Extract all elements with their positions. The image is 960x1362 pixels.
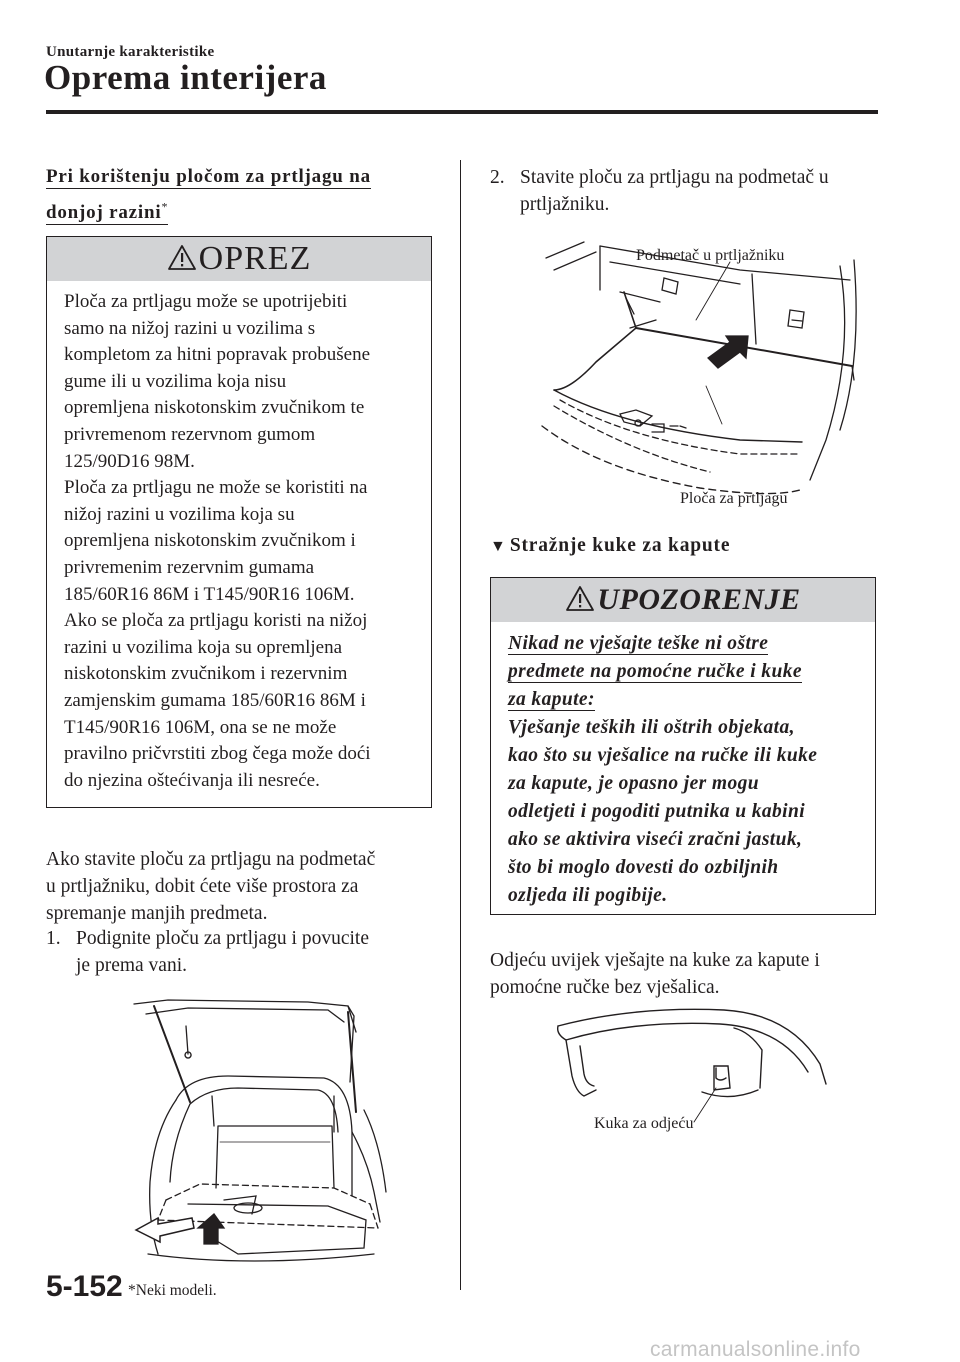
step-number: 2. xyxy=(490,167,505,188)
caution-line: Ploča za prtljagu ne može se koristiti na xyxy=(64,477,368,499)
figure-board-on-mat xyxy=(540,240,862,516)
caution-line: Ako se ploča za prtljagu koristi na nižoj xyxy=(64,610,368,632)
step-text-line: Stavite ploču za prtljagu na podmetač u xyxy=(520,167,829,188)
callout-luggage-board: Ploča za prtljagu xyxy=(680,490,788,507)
caution-line: opremljena niskotonskim zvučnikom te xyxy=(64,397,365,419)
step-2 xyxy=(490,164,890,218)
coat-hooks-heading-text: Stražnje kuke za kapute xyxy=(509,535,731,556)
warning-line: odletjeti i pogoditi putnika u kabini xyxy=(508,801,806,822)
title-rule xyxy=(46,110,878,114)
caution-line: Ploča za prtljagu može se upotrijebiti xyxy=(64,291,348,312)
caution-line: nižoj razini u vozilima koja su xyxy=(64,503,295,525)
caution-line: pravilno pričvrstiti zbog čega može doći xyxy=(64,743,371,765)
caution-box xyxy=(46,236,432,808)
caution-line: 185/60R16 86M i T145/90R16 106M. xyxy=(64,583,355,605)
caution-line: zamjenskim gumama 185/60R16 86M i xyxy=(64,689,366,711)
paragraph-line: pomoćne ručke bez vješalica. xyxy=(490,977,720,998)
warning-triangle-icon xyxy=(565,585,595,612)
warning-line: ozljeda ili pogibije. xyxy=(508,885,668,906)
caution-line: gume ili u vozilima koja nisu xyxy=(64,370,287,392)
warning-body xyxy=(508,630,870,910)
caution-line: niskotonskim zvučnikom i rezervnim xyxy=(64,663,348,685)
subheading-line-1: Pri korištenju pločom za prtljagu na xyxy=(46,166,371,187)
caution-line: privremenom rezervnom gumom xyxy=(64,423,316,445)
coat-hooks-heading xyxy=(490,535,730,557)
callout-trunk-mat: Podmetač u prtljažniku xyxy=(636,247,785,264)
warning-line: za kapute, je opasno jer mogu xyxy=(508,773,760,794)
caution-line: kompletom za hitni popravak probušene xyxy=(64,344,371,366)
paragraph-line: Ako stavite ploču za prtljagu na podmetač xyxy=(46,849,376,870)
warning-underlined-line: za kapute: xyxy=(508,689,595,710)
section-triangle-icon: ▼ xyxy=(490,538,506,555)
step-text-line: Podignite ploču za prtljagu i povucite xyxy=(76,928,369,949)
caution-line: samo na nižoj razini u vozilima s xyxy=(64,317,316,339)
step-number: 1. xyxy=(46,928,61,949)
warning-line: Vješanje teških ili oštrih objekata, xyxy=(508,717,795,738)
caution-title: OPREZ xyxy=(198,240,312,277)
column-divider xyxy=(460,160,461,1290)
callout-coat-hook: Kuka za odjeću xyxy=(594,1115,694,1132)
figure-lift-luggage-board xyxy=(128,992,390,1268)
paragraph-hang-clothes xyxy=(490,947,890,1001)
caution-header-text xyxy=(47,239,431,279)
step-1 xyxy=(46,925,446,979)
subheading-lower-level xyxy=(46,162,426,228)
warning-line: što bi moglo dovesti do ozbiljnih xyxy=(508,857,779,878)
warning-header-text xyxy=(491,580,875,620)
paragraph-line: u prtljažniku, dobit ćete više prostora za xyxy=(46,876,359,897)
warning-box xyxy=(490,577,876,915)
warning-underlined-line: Nikad ne vješajte teške ni oštre xyxy=(508,633,769,654)
warning-underlined-line: predmete na pomoćne ručke i kuke xyxy=(508,661,802,682)
caution-line: do njezina oštećivanja ili nesreće. xyxy=(64,769,320,791)
watermark: carmanualsonline.info xyxy=(650,1338,861,1361)
step-text-line: je prema vani. xyxy=(76,955,187,976)
warning-line: ako se aktivira viseći zračni jastuk, xyxy=(508,829,803,850)
subheading-line-2 xyxy=(46,202,168,225)
warning-header xyxy=(491,578,875,622)
caution-line: 125/90D16 98M. xyxy=(64,450,195,472)
section-label: Unutarnje karakteristike xyxy=(46,44,215,60)
step-text-line: prtljažniku. xyxy=(520,194,610,215)
paragraph-line: Odjeću uvijek vješajte na kuke za kapute i xyxy=(490,950,820,971)
caution-line: razini u vozilima koja su opremljena xyxy=(64,636,343,658)
caution-line: privremenim rezervnim gumama xyxy=(64,556,315,578)
caution-line: T145/90R16 106M, ona se ne može xyxy=(64,716,337,738)
page-number: 5-152 xyxy=(46,1270,123,1303)
model-marker: * xyxy=(161,200,169,214)
page-title: Oprema interijera xyxy=(44,58,327,97)
warning-triangle-icon xyxy=(167,244,197,271)
warning-line: kao što su vješalice na ručke ili kuke xyxy=(508,745,818,766)
footnote: *Neki modeli. xyxy=(128,1282,217,1299)
paragraph-line: spremanje manjih predmeta. xyxy=(46,903,268,924)
warning-title: UPOZORENJE xyxy=(597,583,801,616)
caution-body xyxy=(64,289,426,794)
caution-header xyxy=(47,237,431,281)
subheading-line-2-text: donjoj razini xyxy=(46,202,162,224)
paragraph-more-space xyxy=(46,846,446,927)
caution-line: opremljena niskotonskim zvučnikom i xyxy=(64,530,356,552)
